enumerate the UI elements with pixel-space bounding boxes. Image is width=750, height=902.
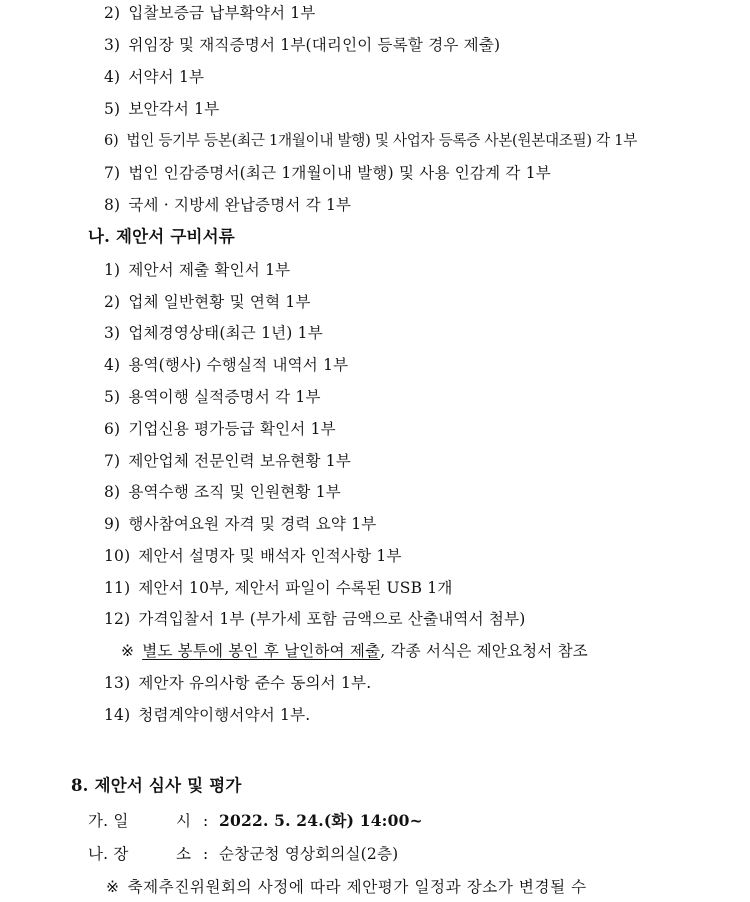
note-underlined-text: 별도 봉투에 봉인 후 날인하여 제출 bbox=[142, 642, 381, 660]
list-item bbox=[104, 99, 219, 119]
section-heading: 나. 제안서 구비서류 bbox=[88, 227, 235, 246]
item-number: 4) bbox=[104, 68, 121, 86]
list-item bbox=[104, 323, 323, 343]
list-item bbox=[104, 387, 321, 407]
final-note bbox=[106, 877, 587, 897]
list-item bbox=[104, 292, 311, 312]
list-item bbox=[104, 260, 290, 280]
item-number: 2) bbox=[104, 293, 121, 311]
note-line bbox=[121, 641, 588, 661]
item-text: 보안각서 1부 bbox=[128, 100, 220, 118]
item-text: 용역이행 실적증명서 각 1부 bbox=[128, 388, 321, 406]
list-item bbox=[104, 705, 310, 725]
list-item bbox=[104, 514, 376, 534]
list-item bbox=[104, 67, 204, 87]
item-text: 입찰보증금 납부확약서 1부 bbox=[128, 4, 316, 22]
item-number: 2) bbox=[104, 4, 121, 22]
list-item bbox=[104, 609, 526, 629]
list-item bbox=[104, 482, 341, 502]
item-text: 서약서 1부 bbox=[128, 68, 205, 86]
item-text: 가격입찰서 1부 (부가세 포함 금액으로 산출내역서 첨부) bbox=[138, 610, 526, 628]
item-text: 기업신용 평가등급 확인서 1부 bbox=[128, 420, 336, 438]
item-number: 14) bbox=[104, 706, 131, 724]
item-text: 제안서 10부, 제안서 파일이 수록된 USB 1개 bbox=[138, 579, 453, 597]
item-number: 11) bbox=[104, 579, 131, 597]
item-number: 9) bbox=[104, 515, 121, 533]
date-label: 가. 일 bbox=[88, 812, 129, 830]
list-item bbox=[104, 673, 371, 693]
item-text: 행사참여요원 자격 및 경력 요약 1부 bbox=[128, 515, 377, 533]
note-mark: ※ bbox=[106, 878, 120, 896]
item-number: 13) bbox=[104, 674, 131, 692]
item-text: 법인 등기부 등본(최근 1개월이내 발행) 및 사업자 등록증 사본(원본대조필) 각 1부 bbox=[126, 132, 638, 149]
place-row bbox=[88, 844, 129, 864]
date-value: 2022. 5. 24.(화) 14:00~ bbox=[219, 811, 423, 830]
item-number: 8) bbox=[104, 483, 121, 501]
item-number: 5) bbox=[104, 388, 121, 406]
item-text: 제안서 제출 확인서 1부 bbox=[128, 261, 291, 279]
list-item bbox=[104, 419, 336, 439]
note-mark: ※ bbox=[121, 642, 135, 660]
item-number: 4) bbox=[104, 356, 121, 374]
date-label-suffix: 시 bbox=[176, 812, 192, 830]
note-rest-text: , 각종 서식은 제안요청서 참조 bbox=[380, 642, 588, 660]
list-item bbox=[104, 35, 500, 55]
item-text: 용역(행사) 수행실적 내역서 1부 bbox=[128, 356, 349, 374]
list-item bbox=[104, 578, 453, 598]
list-item bbox=[104, 451, 351, 471]
item-number: 12) bbox=[104, 610, 131, 628]
section-heading: 8. 제안서 심사 및 평가 bbox=[71, 776, 242, 795]
place-value: 순창군청 영상회의실(2층) bbox=[219, 845, 399, 863]
place-label: 나. 장 bbox=[88, 845, 129, 863]
item-text: 제안업체 전문인력 보유현황 1부 bbox=[128, 452, 352, 470]
list-item bbox=[104, 3, 316, 23]
date-row bbox=[88, 811, 129, 831]
item-number: 1) bbox=[104, 261, 121, 279]
place-colon: : bbox=[203, 845, 209, 863]
final-note-text: 축제추진위원회의 사정에 따라 제안평가 일정과 장소가 변경될 수 bbox=[127, 878, 587, 896]
item-text: 용역수행 조직 및 인원현황 1부 bbox=[128, 483, 341, 501]
list-item bbox=[104, 131, 637, 151]
item-number: 7) bbox=[104, 164, 121, 182]
item-text: 제안서 설명자 및 배석자 인적사항 1부 bbox=[138, 547, 402, 565]
list-item bbox=[104, 195, 351, 215]
list-item bbox=[104, 163, 551, 183]
date-colon: : bbox=[203, 812, 209, 830]
item-text: 업체경영상태(최근 1년) 1부 bbox=[128, 324, 323, 342]
item-text: 업체 일반현황 및 연혁 1부 bbox=[128, 293, 311, 311]
item-text: 법인 인감증명서(최근 1개월이내 발행) 및 사용 인감계 각 1부 bbox=[128, 164, 551, 182]
item-number: 7) bbox=[104, 452, 121, 470]
item-text: 위임장 및 재직증명서 1부(대리인이 등록할 경우 제출) bbox=[128, 36, 501, 54]
item-text: 국세 · 지방세 완납증명서 각 1부 bbox=[128, 196, 352, 214]
list-item bbox=[104, 546, 402, 566]
item-number: 6) bbox=[104, 132, 119, 149]
item-text: 청렴계약이행서약서 1부. bbox=[138, 706, 311, 724]
item-number: 3) bbox=[104, 324, 121, 342]
item-number: 3) bbox=[104, 36, 121, 54]
item-number: 10) bbox=[104, 547, 131, 565]
item-number: 6) bbox=[104, 420, 121, 438]
item-number: 5) bbox=[104, 100, 121, 118]
item-number: 8) bbox=[104, 196, 121, 214]
item-text: 제안자 유의사항 준수 동의서 1부. bbox=[138, 674, 372, 692]
place-label-suffix: 소 bbox=[176, 845, 192, 863]
list-item bbox=[104, 355, 348, 375]
